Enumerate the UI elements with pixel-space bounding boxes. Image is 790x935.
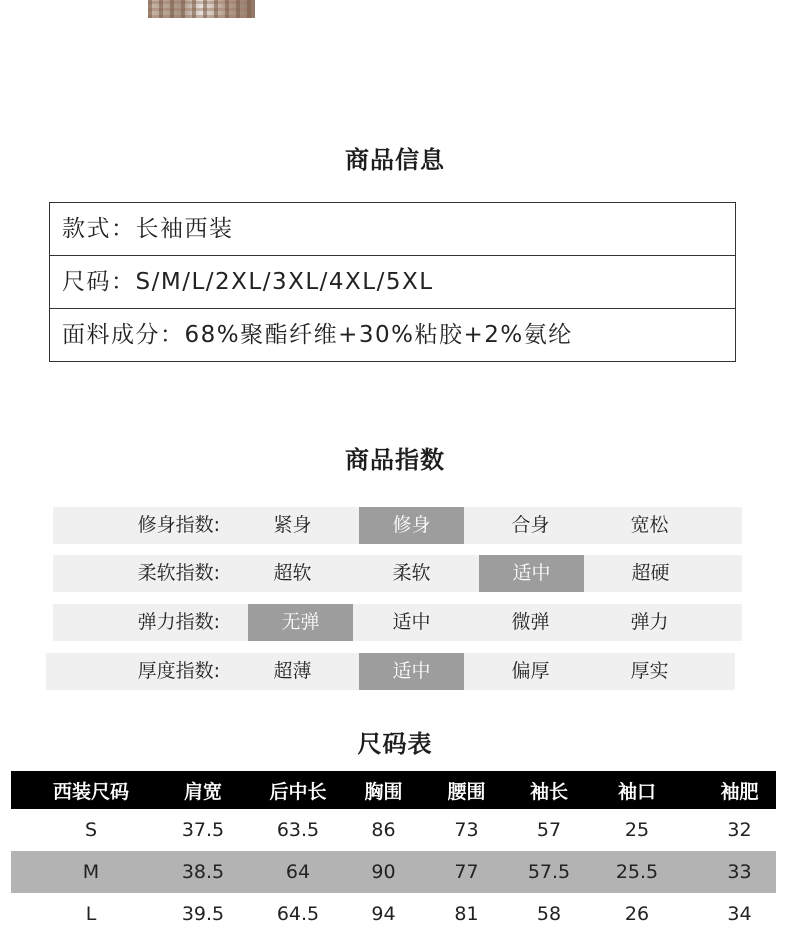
column-header: 肩宽 xyxy=(171,771,235,809)
table-cell: 77 xyxy=(406,851,527,893)
table-cell: 25 xyxy=(624,819,650,841)
info-box xyxy=(49,202,736,362)
column-header: 后中长 xyxy=(235,771,361,809)
column-header: 胸围 xyxy=(361,771,406,809)
size-section-title: 尺码表 xyxy=(357,730,433,758)
index-option: 柔软 xyxy=(392,562,431,584)
index-row-thickness xyxy=(46,653,735,690)
product-photo-crop xyxy=(148,0,255,18)
index-option: 厚实 xyxy=(630,660,669,682)
info-row-style: 款式：长袖西装 xyxy=(50,203,735,256)
index-option: 微弹 xyxy=(511,611,550,633)
index-option: 超硬 xyxy=(631,562,670,584)
table-cell: 90 xyxy=(361,851,406,893)
size-chart-table xyxy=(11,771,776,935)
table-row xyxy=(11,851,776,893)
table-cell: 64.5 xyxy=(276,903,320,925)
table-cell: 57.5 xyxy=(527,851,571,893)
table-cell: 57 xyxy=(536,819,562,841)
index-option: 适中 xyxy=(392,611,431,633)
index-row-softness xyxy=(53,555,742,592)
table-cell: 39.5 xyxy=(181,903,225,925)
index-option: 超薄 xyxy=(273,660,312,682)
info-section-title: 商品信息 xyxy=(345,146,445,174)
table-cell: L xyxy=(85,903,97,925)
index-row-label: 柔软指数: xyxy=(137,562,220,584)
table-cell: 81 xyxy=(454,903,479,925)
column-header: 西装尺码 xyxy=(11,771,171,809)
table-cell: 33 xyxy=(703,851,776,893)
table-cell: 73 xyxy=(454,819,479,841)
table-row xyxy=(11,893,776,935)
table-cell: 64 xyxy=(235,851,361,893)
index-option: 超软 xyxy=(273,562,312,584)
table-row xyxy=(11,809,776,851)
index-row-fit xyxy=(53,507,742,544)
index-option: 宽松 xyxy=(630,514,669,536)
index-option: 弹力 xyxy=(630,611,669,633)
table-cell: 94 xyxy=(371,903,396,925)
table-cell: 25.5 xyxy=(571,851,703,893)
column-header: 袖口 xyxy=(571,771,703,809)
table-header-row xyxy=(11,771,776,809)
index-row-label: 修身指数: xyxy=(137,514,220,536)
column-header: 袖肥 xyxy=(703,771,776,809)
info-row-fabric: 面料成分：68%聚酯纤维+30%粘胶+2%氨纶 xyxy=(62,322,573,348)
index-option-selected: 修身 xyxy=(359,507,464,544)
table-cell: 38.5 xyxy=(171,851,235,893)
index-row-label: 厚度指数: xyxy=(137,660,220,682)
table-cell: 58 xyxy=(536,903,562,925)
index-row-elasticity xyxy=(53,604,742,641)
table-cell: 32 xyxy=(727,819,752,841)
index-option-selected: 适中 xyxy=(479,555,584,592)
table-cell: 63.5 xyxy=(276,819,320,841)
table-cell: 26 xyxy=(624,903,650,925)
index-option: 合身 xyxy=(511,514,550,536)
table-cell: 37.5 xyxy=(181,819,225,841)
index-row-label: 弹力指数: xyxy=(137,611,220,633)
index-option-selected: 无弹 xyxy=(248,604,353,641)
column-header: 袖长 xyxy=(527,771,571,809)
index-option: 紧身 xyxy=(273,514,312,536)
column-header: 腰围 xyxy=(406,771,527,809)
info-row-sizes: 尺码：S/M/L/2XL/3XL/4XL/5XL xyxy=(50,256,735,309)
index-option: 偏厚 xyxy=(511,660,550,682)
table-cell: 34 xyxy=(727,903,752,925)
table-cell: M xyxy=(11,851,171,893)
index-option-selected: 适中 xyxy=(359,653,464,690)
index-section-title: 商品指数 xyxy=(345,446,445,474)
table-cell: 86 xyxy=(371,819,396,841)
table-cell: S xyxy=(84,819,98,841)
